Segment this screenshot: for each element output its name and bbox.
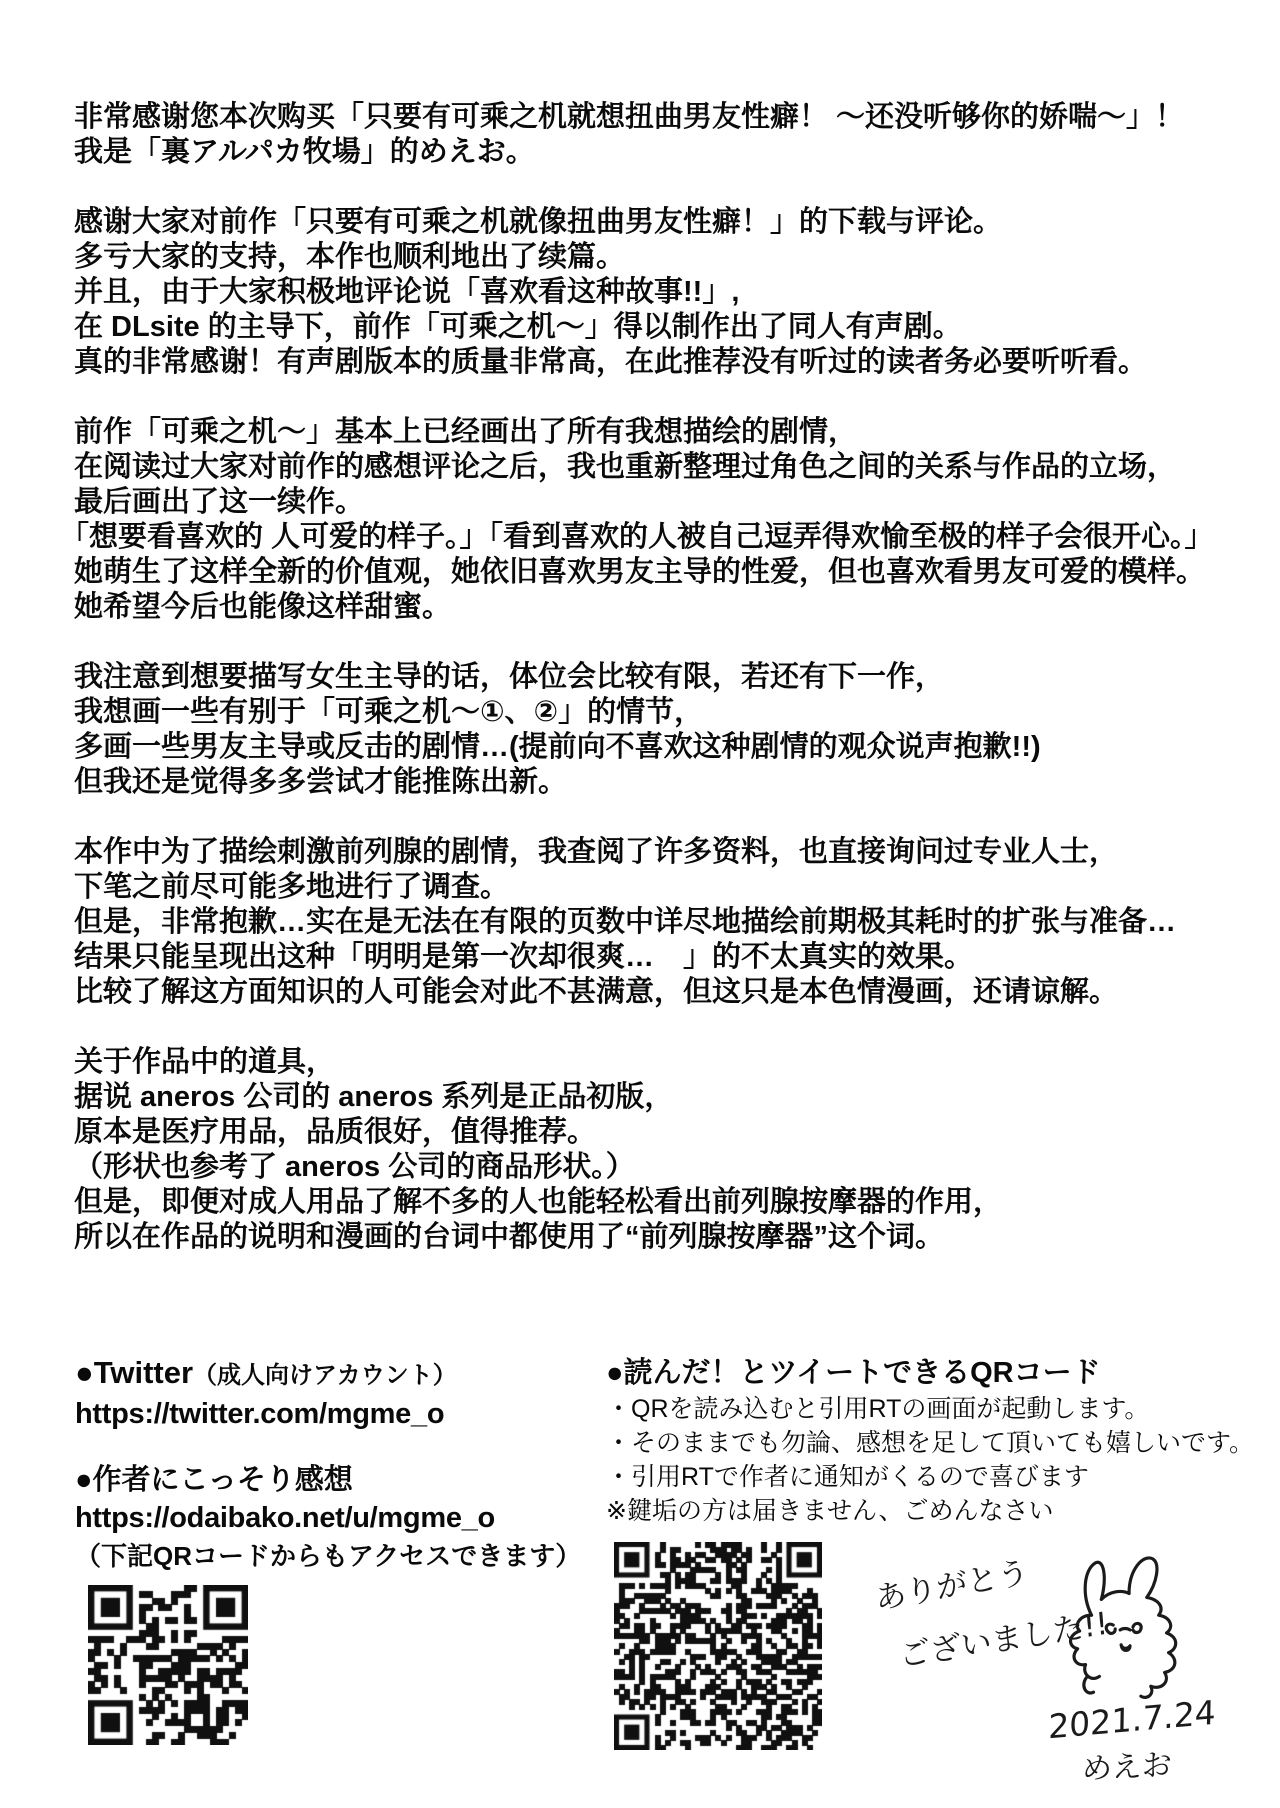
paragraph-research: [74, 835, 1234, 1010]
paragraph-greeting: [74, 100, 1234, 170]
body-line: 比较了解这方面知识的人可能会对此不甚满意，但这只是本色情漫画，还请谅解。: [74, 976, 1119, 1008]
tweet-qr-bullet: ・引用RTで作者に通知がくるので喜びます: [606, 1463, 1089, 1491]
tweet-qr-heading: ●読んだ！とツイートできるQRコード: [606, 1357, 1101, 1389]
body-line: 她希望今后也能像这样甜蜜。: [74, 591, 452, 623]
body-line: 真的非常感谢！有声剧版本的质量非常高，在此推荐没有听过的读者务必要听听看。: [74, 346, 1148, 378]
body-line: 我想画一些有别于「可乘之机～①、②」的情节，: [74, 696, 704, 728]
body-line: 多亏大家的支持，本作也顺利地出了续篇。: [74, 241, 626, 273]
handwritten-thanks-line1: ありがとう: [873, 1554, 1031, 1618]
body-line: 多画一些男友主导或反击的剧情…(提前向不喜欢这种剧情的观众说声抱歉!!): [74, 731, 1041, 763]
body-line: 结果只能呈现出这种「明明是第一次却很爽… 」的不太真实的效果。: [74, 941, 974, 973]
body-line: 但是，非常抱歉…实在是无法在有限的页数中详尽地描绘前期极其耗时的扩张与准备…: [74, 906, 1177, 938]
body-line: 关于作品中的道具，: [74, 1046, 336, 1078]
body-line: 「想要看喜欢的 人可爱的样子。」「看到喜欢的人被自己逗弄得欢愉至极的样子会很开心。」: [60, 521, 1214, 553]
body-line: 前作「可乘之机～」基本上已经画出了所有我想描绘的剧情，: [74, 416, 858, 448]
handwritten-date: 2021.7.24: [1047, 1692, 1216, 1747]
handwritten-note: [850, 1538, 1270, 1803]
body-line: 非常感谢您本次购买「只要有可乘之机就想扭曲男友性癖！ ～还没听够你的娇喘～」！: [74, 101, 1185, 133]
handwritten-thanks-line2: ございました!!: [898, 1605, 1110, 1675]
body-line: 我是「裏アルパカ牧場」的めえお。: [74, 136, 535, 168]
paragraph-thanks: [74, 205, 1234, 380]
body-line: 在阅读过大家对前作的感想评论之后，我也重新整理过角色之间的关系与作品的立场，: [74, 451, 1177, 483]
tweet-qr-bullet: ・そのままでも勿論、感想を足して頂いても嬉しいです。: [606, 1429, 1255, 1457]
body-line: 所以在作品的说明和漫画的台词中都使用了“前列腺按摩器”这个词。: [74, 1221, 945, 1253]
odaibako-qr-code: [88, 1585, 248, 1745]
body-line: 但我还是觉得多多尝试才能推陈出新。: [74, 766, 568, 798]
body-line: 下笔之前尽可能多地进行了调查。: [74, 871, 510, 903]
afterword-body: [60, 100, 1234, 1255]
body-line: 感谢大家对前作「只要有可乘之机就像扭曲男友性癖！」的下载与评论。: [74, 206, 1003, 238]
twitter-heading: [75, 1354, 545, 1395]
body-line: 并且，由于大家积极地评论说「喜欢看这种故事!!」,: [74, 276, 740, 308]
handwritten-signature: めえお: [1081, 1747, 1173, 1788]
tweet-qr-code: [614, 1542, 822, 1750]
twitter-heading-main: ●Twitter: [75, 1355, 194, 1390]
body-line: 在 DLsite 的主导下，前作「可乘之机～」得以制作出了同人有声剧。: [74, 311, 962, 343]
tweet-qr-bullet: ※鍵垢の方は届きません、ごめんなさい: [606, 1497, 1054, 1525]
body-line: 她萌生了这样全新的价值观，她依旧喜欢男友主导的性爱，但也喜欢看男友可爱的模样。: [74, 556, 1206, 588]
paragraph-props: [74, 1045, 1234, 1255]
odaibako-url: https://odaibako.net/u/mgme_o: [75, 1502, 495, 1534]
body-line: 最后画出了这一续作。: [74, 486, 365, 518]
body-line: 本作中为了描绘刺激前列腺的剧情，我查阅了许多资料，也直接询问过专业人士，: [74, 836, 1119, 868]
paragraph-sequel: [60, 415, 1234, 625]
odaibako-heading: ●作者にこっそり感想: [75, 1464, 353, 1496]
body-line: 原本是医疗用品，品质很好，值得推荐。: [74, 1116, 597, 1148]
twitter-url: https://twitter.com/mgme_o: [75, 1398, 445, 1430]
paragraph-next-work: [74, 660, 1234, 800]
twitter-heading-note: （成人向けアカウント）: [193, 1362, 457, 1389]
body-line: 据说 aneros 公司的 aneros 系列是正品初版，: [74, 1081, 674, 1113]
tweet-qr-bullet: ・QRを読み込むと引用RTの画面が起動します。: [606, 1395, 1150, 1423]
footer-links-section: [75, 1354, 582, 1745]
odaibako-note: （下記QRコードからもアクセスできます）: [75, 1541, 582, 1571]
alpaca-doodle: [1048, 1550, 1216, 1708]
body-line: 我注意到想要描写女生主导的话，体位会比较有限，若还有下一作，: [74, 661, 945, 693]
body-line: 但是，即便对成人用品了解不多的人也能轻松看出前列腺按摩器的作用，: [74, 1186, 1003, 1218]
body-line: （形状也参考了 aneros 公司的商品形状。）: [74, 1151, 635, 1183]
